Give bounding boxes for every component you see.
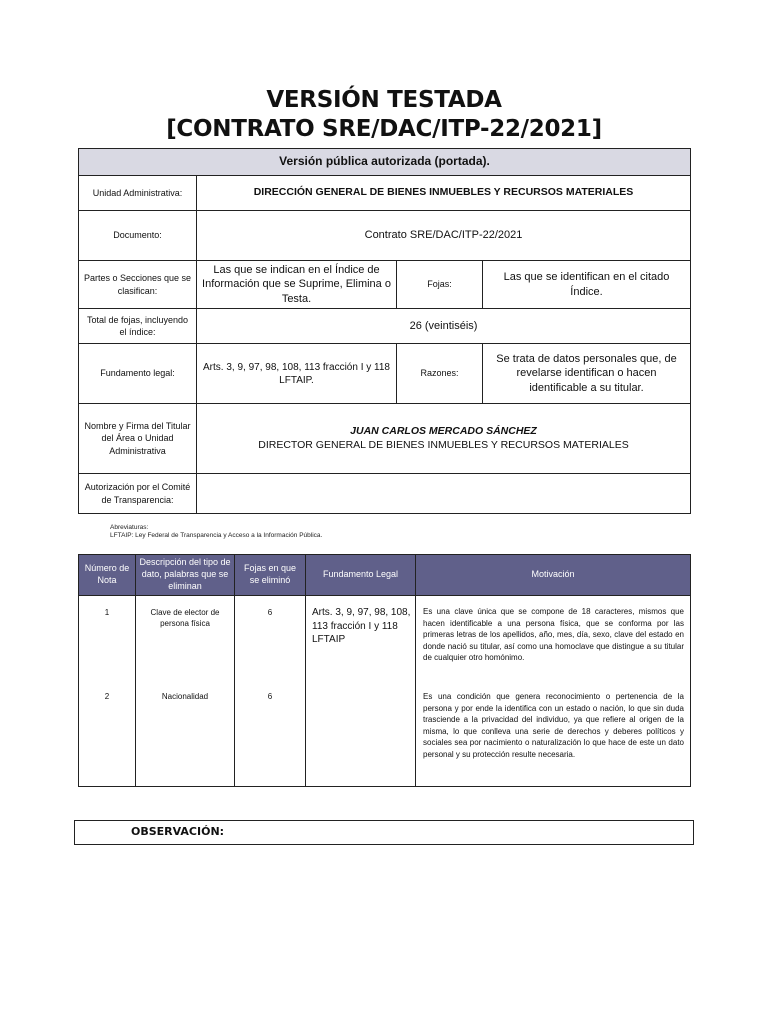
header-numero: Número de Nota <box>79 555 136 596</box>
note-motivacion-1: Es una clave única que se compone de 18 caracteres, mismos que hacen identificable a una persona física, que se conforma por las primeras letras de los apellidos, año, mes, día, sexo, clave del estado en donde nació su titular, así como una homoclave que distingue a su titular de cualquier otro homónimo. <box>423 607 684 663</box>
note-desc-1: Clave de elector de persona física <box>150 608 220 628</box>
fojas-value: Las que se identifican en el citado Índice. <box>483 261 691 309</box>
unidad-value: DIRECCIÓN GENERAL DE BIENES INMUEBLES Y RECURSOS MATERIALES <box>197 176 691 211</box>
header-descripcion: Descripción del tipo de dato, palabras que se eliminan <box>136 555 235 596</box>
nombre-label: Nombre y Firma del Titular del Área o Unidad Administrativa <box>79 404 197 474</box>
autorizacion-label: Autorización por el Comité de Transparencia: <box>79 474 197 514</box>
abbreviations-heading: Abreviaturas: <box>110 524 149 531</box>
header-motivacion: Motivación <box>416 555 691 596</box>
observacion-label: OBSERVACIÓN: <box>131 825 225 838</box>
note-desc-2: Nacionalidad <box>161 692 209 701</box>
documento-value: Contrato SRE/DAC/ITP-22/2021 <box>197 211 691 261</box>
fundamento-column <box>306 596 416 787</box>
autorizacion-value <box>197 474 691 514</box>
fundamento-value: Arts. 3, 9, 97, 98, 108, 113 fracción I y 118 LFTAIP. <box>197 344 397 404</box>
numero-column <box>79 596 136 787</box>
header-fundamento: Fundamento Legal <box>306 555 416 596</box>
fundamento-label: Fundamento legal: <box>79 344 197 404</box>
total-label: Total de fojas, incluyendo el índice: <box>79 309 197 344</box>
abbreviations-line: LFTAIP: Ley Federal de Transparencia y Acceso a la Información Pública. <box>110 532 323 539</box>
fojas-column <box>235 596 306 787</box>
unidad-label: Unidad Administrativa: <box>79 176 197 211</box>
cover-table <box>78 148 691 514</box>
cover-header: Versión pública autorizada (portada). <box>79 149 691 176</box>
note-fojas-1: 6 <box>267 608 273 617</box>
document-title: VERSIÓN TESTADA <box>266 87 502 113</box>
observacion-box <box>74 820 694 845</box>
note-motivacion-2: Es una condición que genera reconocimiento o pertenencia de la persona y por ende la identifica con un estado o nación, lo que sin duda trasciende a la privacidad del individuo, ya que refiere al origen de la misma, lo que conlleva una serie de derechos y deberes políticos y sociales sea por nacimiento o naturalización lo que hace de este un dato personal y su protección resulte necesaria. <box>423 692 684 759</box>
contract-title: [CONTRATO SRE/DAC/ITP-22/2021] <box>166 116 602 142</box>
descripcion-column <box>136 596 235 787</box>
partes-value: Las que se indican en el Índice de Información que se Suprime, Elimina o Testa. <box>197 261 397 309</box>
header-fojas: Fojas en que se eliminó <box>235 555 306 596</box>
titular-cell <box>197 404 691 474</box>
titular-name: JUAN CARLOS MERCADO SÁNCHEZ <box>350 424 537 437</box>
motivacion-column <box>416 596 691 787</box>
note-number-2: 2 <box>104 692 110 701</box>
note-number-1: 1 <box>104 608 110 617</box>
razones-label: Razones: <box>397 344 483 404</box>
documento-label: Documento: <box>79 211 197 261</box>
note-fundamento: Arts. 3, 9, 97, 98, 108, 113 fracción I y 118 LFTAIP <box>312 607 411 645</box>
partes-label: Partes o Secciones que se clasifican: <box>79 261 197 309</box>
total-value: 26 (veintiséis) <box>197 309 691 344</box>
titular-position: DIRECTOR GENERAL DE BIENES INMUEBLES Y RECURSOS MATERIALES <box>258 438 629 451</box>
note-fojas-2: 6 <box>267 692 273 701</box>
razones-value: Se trata de datos personales que, de revelarse identifican o hacen identificable a su titular. <box>483 344 691 404</box>
fojas-label: Fojas: <box>397 261 483 309</box>
notes-table <box>78 554 691 787</box>
